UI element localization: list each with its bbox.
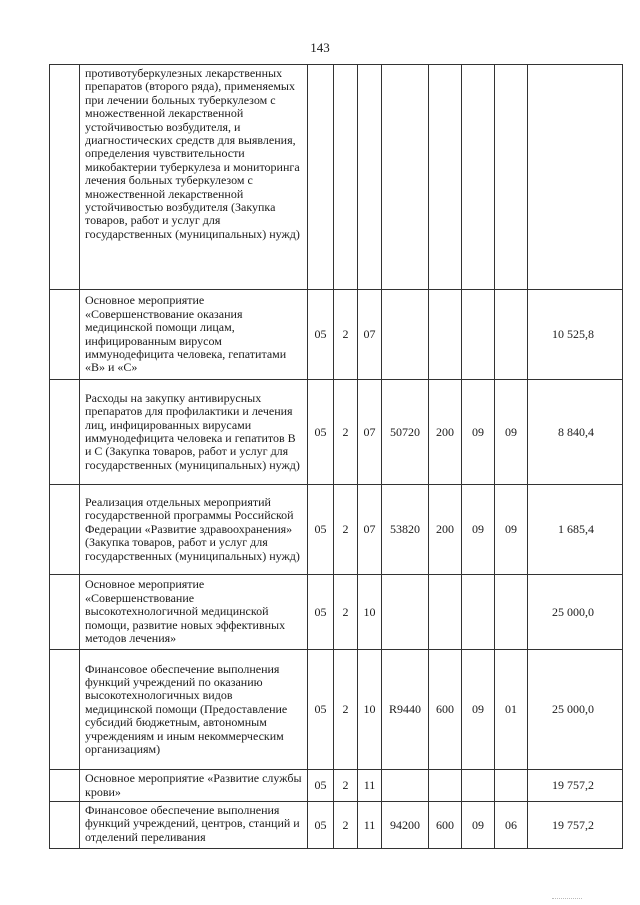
cell-sum: 19 757,2 — [528, 802, 623, 849]
cell-sum: 1 685,4 — [528, 485, 623, 575]
cell-expense-type — [429, 65, 462, 290]
table-row — [50, 770, 623, 802]
cell-subsection — [495, 575, 528, 650]
row-description: Реализация отдельных мероприятий государственной программы Российской Федерации «Развитие здравоохранения» (Закупка товаров, работ и услуг для государственных (муниципальных) нужд) — [80, 485, 308, 575]
cell-sum — [528, 65, 623, 290]
cell-sum: 8 840,4 — [528, 380, 623, 485]
cell-subprogram: 11 — [358, 770, 382, 802]
cell-section: 05 — [308, 770, 334, 802]
cell-expense-type: 600 — [429, 802, 462, 849]
cell-section: 05 — [308, 290, 334, 380]
cell-subsection: 01 — [495, 650, 528, 770]
cell-expense-type: 200 — [429, 380, 462, 485]
cell-chapter: 09 — [462, 485, 495, 575]
blank-cell — [50, 380, 80, 485]
blank-cell — [50, 290, 80, 380]
table-row — [50, 485, 623, 575]
cell-program: 2 — [334, 290, 358, 380]
margin-mark — [552, 884, 582, 899]
table-body — [50, 65, 623, 849]
cell-subprogram: 11 — [358, 802, 382, 849]
cell-program: 2 — [334, 575, 358, 650]
table-row — [50, 802, 623, 849]
cell-subsection — [495, 770, 528, 802]
blank-cell — [50, 802, 80, 849]
row-description: Основное мероприятие «Развитие службы крови» — [80, 770, 308, 802]
blank-cell — [50, 770, 80, 802]
cell-section: 05 — [308, 650, 334, 770]
cell-direction — [382, 770, 429, 802]
cell-program: 2 — [334, 380, 358, 485]
row-description: противотуберкулезных лекарственных препаратов (второго ряда), применяемых при лечении больных туберкулезом с множественной лекарственной устойчивостью возбудителя, и диагностических средств для выявления, определения чувствительности микобактерии туберкулеза и мониторинга лечения больных туберкулезом с множественной лекарственной устойчивостью возбудителя (Закупка товаров, работ и услуг для государственных (муниципальных) нужд) — [80, 65, 308, 290]
blank-cell — [50, 650, 80, 770]
cell-direction — [382, 575, 429, 650]
cell-subsection: 09 — [495, 485, 528, 575]
cell-sum: 19 757,2 — [528, 770, 623, 802]
cell-section — [308, 65, 334, 290]
cell-section: 05 — [308, 485, 334, 575]
cell-direction: 53820 — [382, 485, 429, 575]
cell-program: 2 — [334, 802, 358, 849]
cell-program: 2 — [334, 770, 358, 802]
cell-section: 05 — [308, 802, 334, 849]
cell-chapter — [462, 575, 495, 650]
row-description: Основное мероприятие «Совершенствование высокотехнологичной медицинской помощи, развитие новых эффективных методов лечения» — [80, 575, 308, 650]
cell-chapter: 09 — [462, 380, 495, 485]
cell-program: 2 — [334, 650, 358, 770]
cell-direction: 50720 — [382, 380, 429, 485]
table-row — [50, 380, 623, 485]
budget-table — [49, 64, 623, 849]
cell-subprogram — [358, 65, 382, 290]
cell-program — [334, 65, 358, 290]
blank-cell — [50, 575, 80, 650]
cell-expense-type: 600 — [429, 650, 462, 770]
cell-sum: 25 000,0 — [528, 575, 623, 650]
cell-direction — [382, 290, 429, 380]
blank-cell — [50, 485, 80, 575]
cell-chapter: 09 — [462, 802, 495, 849]
cell-expense-type — [429, 290, 462, 380]
cell-subsection: 09 — [495, 380, 528, 485]
row-description: Финансовое обеспечение выполнения функций учреждений по оказанию высокотехнологичных видов медицинской помощи (Предоставление субсидий бюджетным, автономным учреждениям и иным некоммерческим организациям) — [80, 650, 308, 770]
cell-expense-type: 200 — [429, 485, 462, 575]
cell-program: 2 — [334, 485, 358, 575]
table-row — [50, 650, 623, 770]
cell-chapter — [462, 290, 495, 380]
cell-subprogram: 07 — [358, 380, 382, 485]
cell-subsection: 06 — [495, 802, 528, 849]
table-row — [50, 575, 623, 650]
page-number: 143 — [310, 40, 330, 55]
cell-chapter — [462, 770, 495, 802]
cell-subprogram: 07 — [358, 485, 382, 575]
row-description: Основное мероприятие «Совершенствование оказания медицинской помощи лицам, инфицированным вирусом иммунодефицита человека, гепатитами «В» и «С» — [80, 290, 308, 380]
row-description: Финансовое обеспечение выполнения функций учреждений, центров, станций и отделений переливания — [80, 802, 308, 849]
table-row — [50, 65, 623, 290]
cell-sum: 25 000,0 — [528, 650, 623, 770]
cell-direction: R9440 — [382, 650, 429, 770]
cell-chapter: 09 — [462, 650, 495, 770]
cell-chapter — [462, 65, 495, 290]
cell-direction — [382, 65, 429, 290]
cell-expense-type — [429, 770, 462, 802]
blank-cell — [50, 65, 80, 290]
row-description: Расходы на закупку антивирусных препаратов для профилактики и лечения лиц, инфицированных вирусами иммунодефицита человека и гепатитов В и С (Закупка товаров, работ и услуг для государственных (муниципальных) нужд) — [80, 380, 308, 485]
cell-direction: 94200 — [382, 802, 429, 849]
cell-subsection — [495, 290, 528, 380]
cell-sum: 10 525,8 — [528, 290, 623, 380]
cell-subsection — [495, 65, 528, 290]
cell-section: 05 — [308, 575, 334, 650]
table-row — [50, 290, 623, 380]
cell-expense-type — [429, 575, 462, 650]
cell-subprogram: 07 — [358, 290, 382, 380]
cell-subprogram: 10 — [358, 575, 382, 650]
cell-section: 05 — [308, 380, 334, 485]
cell-subprogram: 10 — [358, 650, 382, 770]
